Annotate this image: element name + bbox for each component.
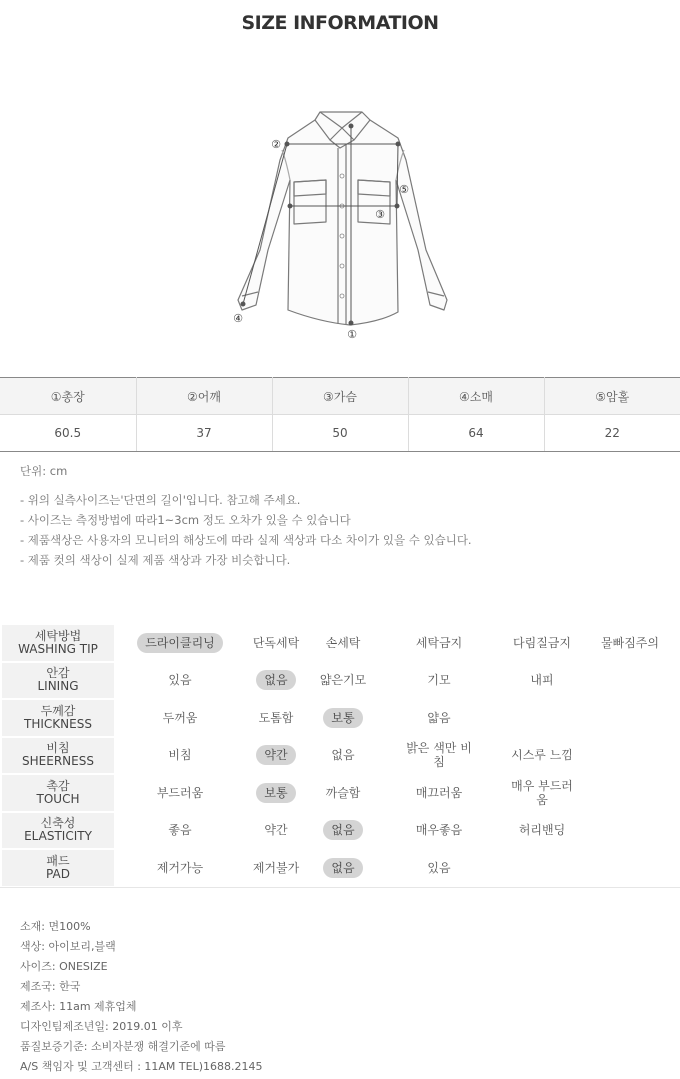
info-country: 제조국: 한국 xyxy=(20,980,81,993)
care-option xyxy=(130,774,230,812)
care-label-korean: 안감 xyxy=(46,666,70,681)
info-size: 사이즈: ONESIZE xyxy=(20,960,108,973)
care-row xyxy=(0,699,680,737)
care-option-text: 비침 xyxy=(168,748,192,763)
marker-4: ④ xyxy=(233,312,243,325)
care-label-korean: 신축성 xyxy=(40,816,76,831)
care-option-text: 다림질금지 xyxy=(513,635,571,650)
size-value-length: 60.5 xyxy=(0,415,136,452)
care-row xyxy=(0,849,680,887)
info-material: 소재: 면100% xyxy=(20,920,91,933)
care-row-label xyxy=(2,625,114,661)
info-as-contact: A/S 책임자 및 고객센터 : 11AM TEL)1688.2145 xyxy=(20,1060,263,1073)
size-value-chest: 50 xyxy=(272,415,408,452)
marker-5: ⑤ xyxy=(399,183,409,196)
size-value-sleeve: 64 xyxy=(408,415,544,452)
care-option-text: 밝은 색만 비침 xyxy=(406,741,472,770)
care-option-text: 없음 xyxy=(323,858,362,878)
care-option xyxy=(293,737,393,775)
care-option-text: 드라이클리닝 xyxy=(137,633,223,653)
marker-1: ① xyxy=(347,328,357,341)
care-option xyxy=(580,624,680,662)
size-value-shoulder: 37 xyxy=(136,415,272,452)
product-info xyxy=(20,917,263,1077)
care-option-text: 세탁금지 xyxy=(415,635,463,650)
care-label-korean: 두께감 xyxy=(40,703,76,718)
care-option-text: 매우좋음 xyxy=(415,823,463,838)
care-row-label xyxy=(2,700,114,736)
care-option-text: 도톰함 xyxy=(258,710,294,725)
care-option xyxy=(384,662,494,700)
care-option xyxy=(293,624,393,662)
care-label-english: PAD xyxy=(46,866,70,881)
info-warranty: 품질보증기준: 소비자분쟁 해결기준에 따름 xyxy=(20,1040,226,1053)
care-row-label xyxy=(2,813,114,849)
info-manufacturer: 제조사: 11am 제휴업체 xyxy=(20,1000,137,1013)
note-item: - 제품 컷의 색상이 실제 제품 색상과 가장 비슷합니다. xyxy=(20,553,291,567)
care-row xyxy=(0,737,680,775)
care-option-text: 허리밴딩 xyxy=(518,823,566,838)
care-option xyxy=(130,737,230,775)
care-row-label xyxy=(2,775,114,811)
care-option-text: 없음 xyxy=(331,748,355,763)
care-row-label xyxy=(2,850,114,886)
care-option-text: 시스루 느낌 xyxy=(511,748,573,763)
care-option-selected xyxy=(293,699,393,737)
care-option xyxy=(490,774,594,812)
size-header-shoulder: ②어깨 xyxy=(136,378,272,415)
care-row xyxy=(0,774,680,812)
shirt-illustration xyxy=(220,100,460,350)
care-label-english: THICKNESS xyxy=(24,716,92,731)
care-table xyxy=(0,624,680,888)
care-option-text: 없음 xyxy=(323,820,362,840)
info-date: 디자인팀제조년일: 2019.01 이후 xyxy=(20,1020,183,1033)
care-option-text: 단독세탁 xyxy=(252,635,300,650)
care-option-text: 기모 xyxy=(427,673,451,688)
care-row xyxy=(0,662,680,700)
care-option-selected xyxy=(130,624,230,662)
care-option-text: 없음 xyxy=(256,670,295,690)
care-label-korean: 세탁방법 xyxy=(34,628,82,643)
care-row xyxy=(0,812,680,850)
care-option-text: 부드러움 xyxy=(156,785,204,800)
care-option xyxy=(293,662,393,700)
care-option xyxy=(490,812,594,850)
care-option xyxy=(384,812,494,850)
care-option-text: 약간 xyxy=(256,745,295,765)
care-option xyxy=(490,737,594,775)
size-header-armhole: ⑤암홀 xyxy=(544,378,680,415)
care-option xyxy=(384,774,494,812)
size-header-length: ①총장 xyxy=(0,378,136,415)
care-row-label xyxy=(2,663,114,699)
care-option-text: 내피 xyxy=(530,673,554,688)
info-color: 색상: 아이보리,블랙 xyxy=(20,940,116,953)
care-label-english: ELASTICITY xyxy=(24,829,92,844)
care-option xyxy=(490,624,594,662)
care-row-label xyxy=(2,738,114,774)
care-option-text: 보통 xyxy=(256,783,295,803)
care-label-english: TOUCH xyxy=(36,791,80,806)
care-option-text: 좋음 xyxy=(168,823,192,838)
care-label-english: LINING xyxy=(37,679,79,694)
size-value-armhole: 22 xyxy=(544,415,680,452)
care-option-text: 매끄러움 xyxy=(415,785,463,800)
size-table xyxy=(0,377,680,452)
care-option-text: 손세탁 xyxy=(325,635,361,650)
care-label-english: WASHING TIP xyxy=(18,641,98,656)
care-option-text: 얇음 xyxy=(427,710,451,725)
care-label-english: SHEERNESS xyxy=(22,754,94,769)
care-option-text: 두꺼움 xyxy=(162,710,198,725)
care-option xyxy=(384,699,494,737)
size-notes xyxy=(20,490,660,570)
care-option xyxy=(384,737,494,775)
care-option xyxy=(130,662,230,700)
care-option-text: 물빠짐주의 xyxy=(601,635,659,650)
care-option-selected xyxy=(293,812,393,850)
care-option xyxy=(384,849,494,887)
note-item: - 위의 실측사이즈는'단면의 길이'입니다. 참고해 주세요. xyxy=(20,493,301,507)
care-row xyxy=(0,624,680,662)
care-option xyxy=(293,774,393,812)
unit-label: 단위: cm xyxy=(20,464,68,478)
note-item: - 사이즈는 측정방법에 따라1~3cm 정도 오차가 있을 수 있습니다 xyxy=(20,513,351,527)
care-option-text: 약간 xyxy=(264,823,288,838)
care-option xyxy=(130,849,230,887)
care-option-text: 얇은기모 xyxy=(319,673,367,688)
care-label-korean: 비침 xyxy=(46,741,70,756)
care-option-selected xyxy=(293,849,393,887)
size-header-row xyxy=(0,378,680,415)
care-option-text: 매우 부드러움 xyxy=(511,778,573,807)
page-title: SIZE INFORMATION xyxy=(241,12,439,34)
care-option xyxy=(384,624,494,662)
size-value-row xyxy=(0,415,680,452)
care-label-korean: 촉감 xyxy=(46,778,70,793)
care-option-text: 까슬함 xyxy=(325,785,361,800)
care-option-text: 있음 xyxy=(427,860,451,875)
care-option xyxy=(130,812,230,850)
size-header-chest: ③가슴 xyxy=(272,378,408,415)
care-label-korean: 패드 xyxy=(46,853,70,868)
care-option xyxy=(490,662,594,700)
care-option-text: 제거불가 xyxy=(252,860,300,875)
note-item: - 제품색상은 사용자의 모니터의 해상도에 따라 실제 색상과 다소 차이가 있을 수 있습니다. xyxy=(20,533,472,547)
care-option-text: 제거가능 xyxy=(156,860,204,875)
marker-2: ② xyxy=(271,138,281,151)
marker-3: ③ xyxy=(375,208,385,221)
care-option-text: 보통 xyxy=(323,708,362,728)
care-option-text: 있음 xyxy=(168,673,192,688)
size-header-sleeve: ④소매 xyxy=(408,378,544,415)
care-option xyxy=(130,699,230,737)
